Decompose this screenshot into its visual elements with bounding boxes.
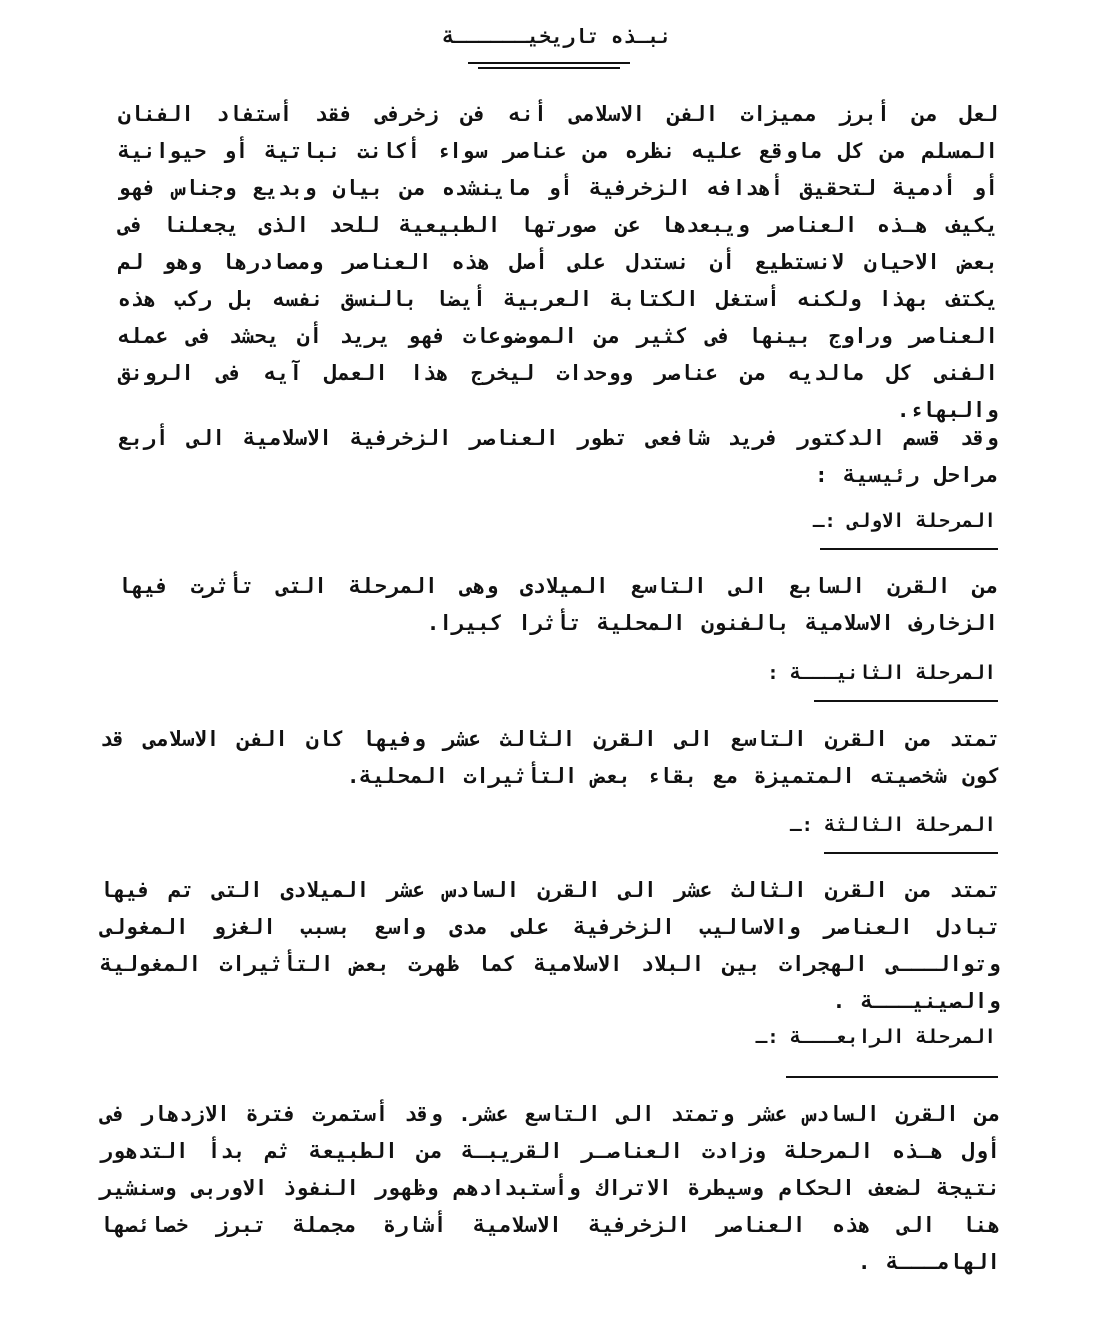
stage-3-text: تمتد من القرن الثالث عشر الى القرن السادس عشر الميلادى التى تم فيها تبادل العناصر والاساليب الزخرفية على مدى واسع بسبب الغزو المغولى وتوالـــى الهجرات بين البلاد الاسلامية كما ظهرت بعض التأثيرات المغولية والصينيـــة . [100,878,1000,1013]
title-block [0,24,1114,48]
stage-4-heading-rule [786,1076,998,1078]
stage-2-heading-rule [814,700,998,702]
stage-1-text: من القرن السابع الى التاسع الميلادى وهى المرحلة التى تأثرت فيها الزخارف الاسلامية بالفنون المحلية تأثرا كبيرا. [118,574,998,635]
stage-2-heading: المرحلة الثانيـــة : [767,662,996,684]
division-paragraph: وقد قسم الدكتور فريد شافعى تطور العناصر الزخرفية الاسلامية الى أربع مراحل رئيسية : [118,426,998,487]
document-title: نبـذه تاريخيــــــة [442,24,672,48]
intro-paragraph: لعل من أبرز مميزات الفن الاسلامى أنه فن زخرفى فقد أستفاد الفنان المسلم من كل ماوقع عليه نظره من عناصر سواء أكانت نباتية أو حيوانية أو أدمية لتحقيق أهدافه الزخرفية أو ماينشده من بيان وبديع وجناس فهو يكيف هـذه العناصر ويبعدها عن صورتها الطبيعية للحد الذى يجعلنا فى بعض الاحيان لانستطيع أن نستدل على أصل هذه العناصر ومصادرها وهو لم يكتف بهذا ولكنه أستغل الكتابة العربية أيضا بالنسق نفسه بل ركب هذه العناصر وراوج بينها فى كثير من الموضوعات فهو يريد أن يحشد فى عمله الفنى كل مالديه من عناصر ووحدات ليخرج هذا العمل آيه فى الرونق والبهاء. [118,102,998,422]
stage-3-heading-rule [824,852,998,854]
stage-2-text: تمتد من القرن التاسع الى القرن الثالث عشر وفيها كان الفن الاسلامى قد كون شخصيته المتميزة مع بقاء بعض التأثيرات المحلية. [100,727,1000,788]
title-underline-bottom [478,67,620,69]
stage-3-heading: المرحلة الثالثة :ـ [790,814,996,836]
stage-4-heading: المرحلة الرابعـــة :ـ [755,1026,996,1048]
stage-1-heading-rule [820,548,998,550]
title-underline-top [468,62,630,64]
stage-1-heading: المرحلة الاولى :ـ [812,510,996,532]
stage-4-text: من القرن السادس عشر وتمتد الى التاسع عشر. وقد أستمرت فترة الازدهار فى أول هـذه المرحلة وزادت العناصـر القريبـة من الطبيعة ثم بدأ التدهور نتيجة لضعف الحكام وسيطرة الاتراك وأستبدادهم وظهور النفوذ الاوربى وسنشير هنا الى هذه العناصر الزخرفية الاسلامية أشارة مجملة تبرز خصائصها الهامـــة . [100,1102,1000,1274]
